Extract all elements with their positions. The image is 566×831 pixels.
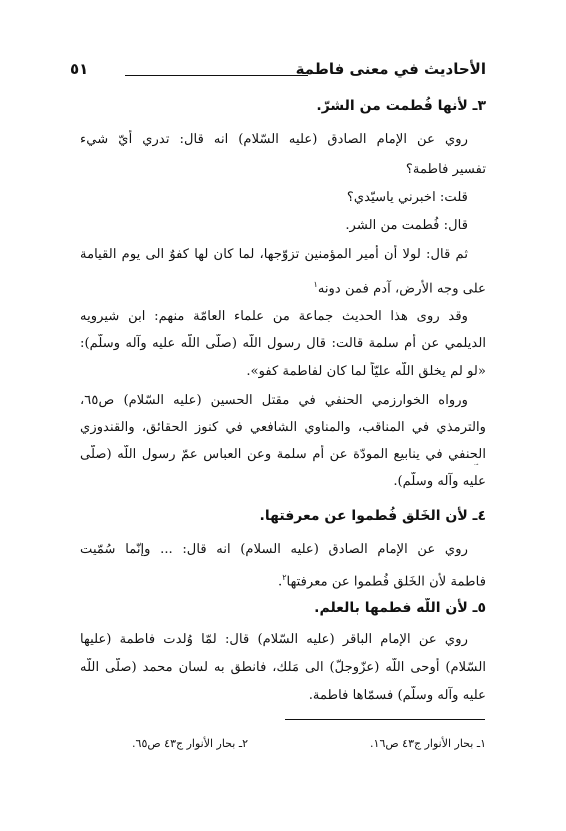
footnote-1: ١ـ بحار الأنوار ج٤٣ ص١٦. xyxy=(370,737,486,750)
text-line: الديلمي عن أُم سلمة قالت: قال رسول اللّه (صلّى اللّه عليه وآله وسلّم): xyxy=(80,336,486,351)
text-line-content: فاطمة لأن الخَلق فُطموا عن معرفتها xyxy=(286,574,486,590)
footnote-ref-2: ٢ xyxy=(282,573,287,582)
header-rule xyxy=(125,75,308,76)
section-heading-5: ٥ـ لأن اللّه فطمها بالعلم. xyxy=(314,600,486,616)
section-heading-3: ٣ـ لأنها فُطمت من الشرّ. xyxy=(316,98,486,114)
text-line: تفسير فاطمة؟ xyxy=(405,162,486,177)
running-title: الأحاديث في معنى فاطمة xyxy=(295,60,486,78)
text-line: روي عن الإمام الصادق (عليه السلام) انه قال: ... وإنّما سُمّيت xyxy=(80,542,468,557)
text-line: ورواه الخوارزمي الحنفي في مقتل الحسين (عليه السّلام) ص٦٥، xyxy=(80,393,468,408)
footnote-rule xyxy=(285,719,485,720)
text-line: روي عن الإمام الصادق (عليه السّلام) انه قال: تدري أيّ شيء xyxy=(80,132,468,147)
text-line: السّلام) أوحى اللّه (عزّوجلّ) الى مَلك، فانطق به لسان محمد (صلّى اللّه xyxy=(80,660,486,675)
text-line xyxy=(314,275,486,299)
footnote-ref-1: ١ xyxy=(313,280,318,289)
page-number: ٥١ xyxy=(70,60,89,78)
text-line: والترمذي في المناقب، والمناوي الشافعي في كنوز الحقائق، والقندوزي xyxy=(80,420,486,435)
text-line: الحنفي في ينابيع المودّة عن أُم سلمة وعن العباس عمّ رسول اللّه (صلّى xyxy=(80,447,486,462)
text-line: عليه وآله وسلّم) فسمّاها فاطمة. xyxy=(308,688,486,703)
text-line: فاطمة لأن الخَلق فُطموا عن معرفتها$^٢$. xyxy=(278,573,486,590)
text-line: وقد روى هذا الحديث جماعة من علماء العامّة منهم: ابن شيرويه xyxy=(80,309,468,324)
text-line: قال: فُطمت من الشر. xyxy=(345,218,468,233)
footnote-2: ٢ـ بحار الأنوار ج٤٣ ص٦٥. xyxy=(132,737,248,750)
running-header xyxy=(70,60,486,88)
section-heading-4: ٤ـ لأن الخَلق فُطموا عن معرفتها. xyxy=(259,508,486,524)
text-line: ثم قال: لولا أن أمير المؤمنين تزوّجها، لما كان لها كفوٌ الى يوم القيامة xyxy=(80,247,468,262)
text-line: روي عن الإمام الباقر (عليه السّلام) قال: لمّا وُلدت فاطمة (عليها xyxy=(80,632,468,647)
text-line: «لو لم يخلق اللّه عليّاً لما كان لفاطمة كفو». xyxy=(246,364,486,379)
text-line: عليه وآله وسلّم). xyxy=(393,474,486,489)
text-line: قلت: اخبرني ياسيّدي؟ xyxy=(346,190,468,205)
text-line-content: على وجه الأرض، آدم فمن دونه xyxy=(317,281,486,297)
